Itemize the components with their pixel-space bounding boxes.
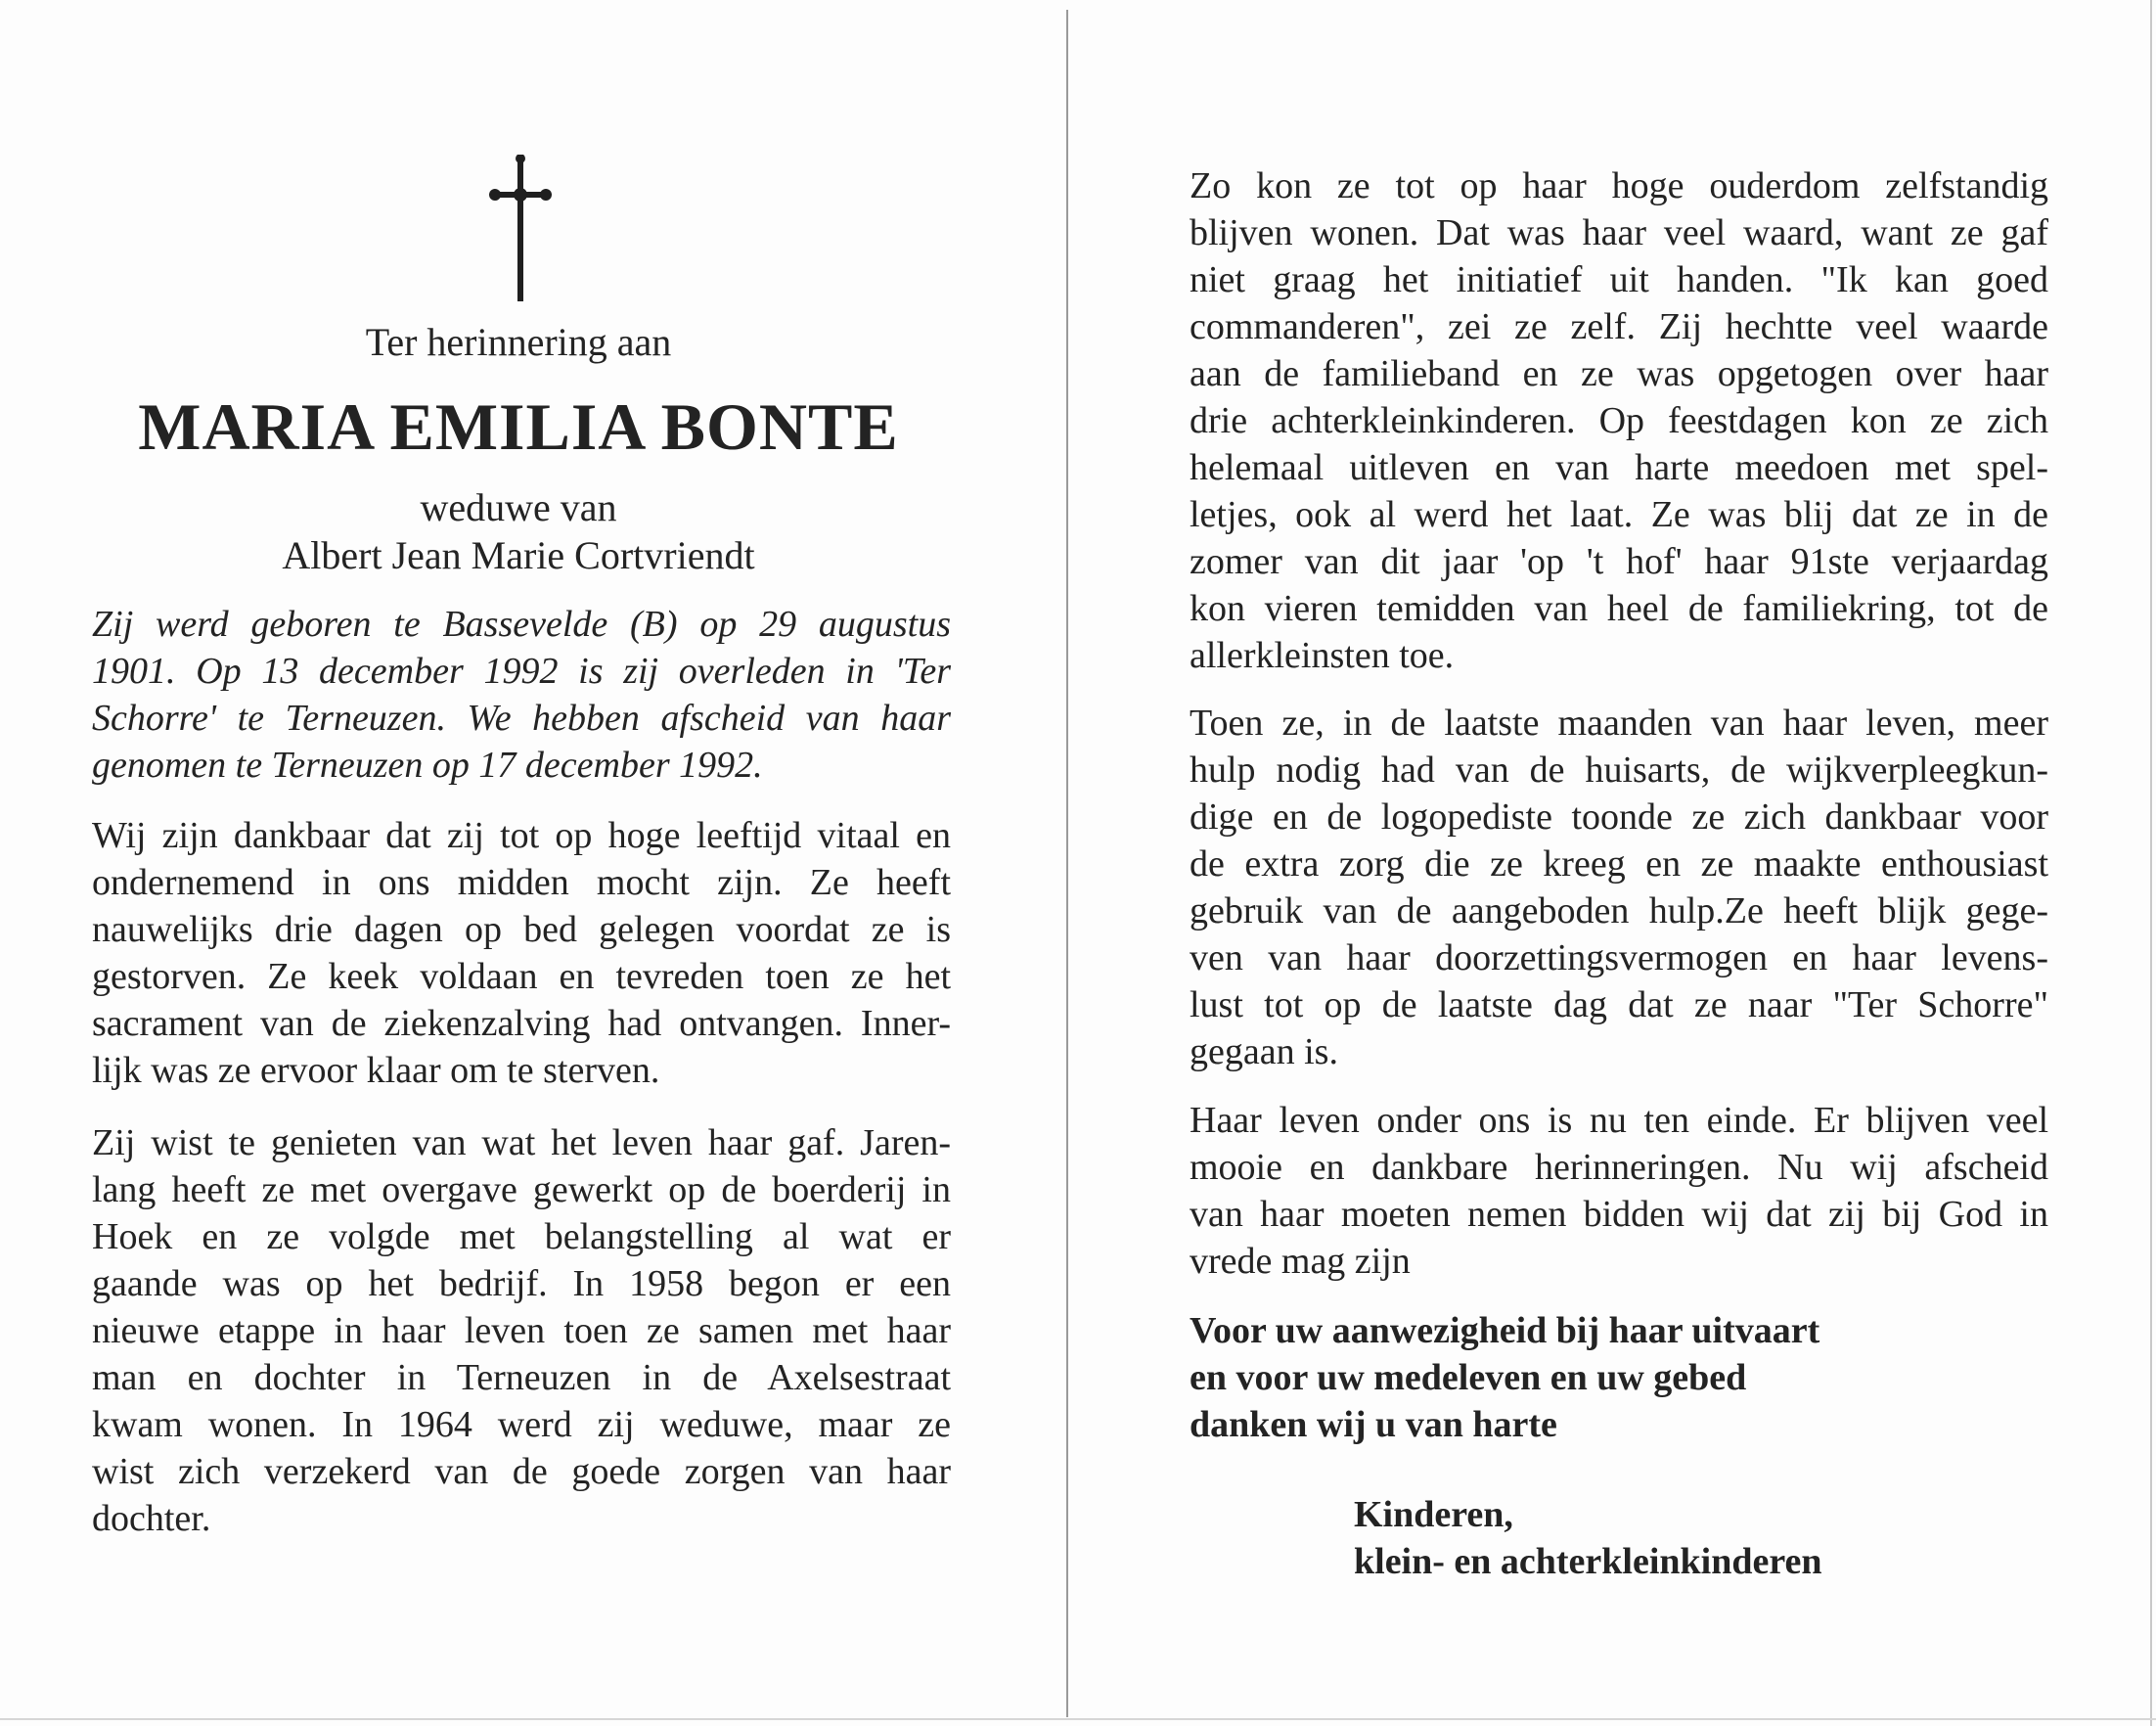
- text-line: nieuwe etappe in haar leven toen ze samen met haar: [92, 1310, 951, 1351]
- deceased-name: MARIA EMILIA BONTE: [138, 389, 899, 464]
- text-line: de extra zorg die ze kreeg en ze maakte enthousiast: [1190, 843, 2048, 885]
- text-line: Schorre' te Terneuzen. We hebben afscheid van haar: [92, 698, 951, 739]
- text-line: letjes, ook al werd het laat. Ze was blij dat ze in de: [1190, 494, 2048, 535]
- text-line: niet graag het initiatief uit handen. "Ik kan goed: [1190, 259, 2048, 300]
- right-paragraph-1: [1190, 162, 2048, 679]
- text-line: gebruik van de aangeboden hulp.Ze heeft blijk gege-: [1190, 890, 2048, 931]
- text-line: Zij wist te genieten van wat het leven haar gaf. Jaren-: [92, 1122, 951, 1163]
- left-paragraph-2: [92, 1119, 951, 1542]
- text-line: dochter.: [92, 1498, 211, 1539]
- right-paragraph-2: [1190, 700, 2048, 1075]
- text-line: Toen ze, in de laatste maanden van haar leven, meer: [1190, 703, 2048, 744]
- text-line: mooie en dankbare herinneringen. Nu wij afscheid: [1190, 1147, 2048, 1188]
- signoff-block: [1354, 1491, 2156, 1585]
- text-line: blijven wonen. Dat was haar veel waard, want ze gaf: [1190, 212, 2048, 253]
- text-line: gegaan is.: [1190, 1031, 1338, 1072]
- text-line: allerkleinsten toe.: [1190, 635, 1455, 676]
- text-line: sacrament van de ziekenzalving had ontvangen. Inner-: [92, 1003, 951, 1044]
- text-line: en voor uw medeleven en uw gebed: [1190, 1357, 1747, 1398]
- text-line: drie achterkleinkinderen. Op feestdagen kon ze zich: [1190, 400, 2048, 441]
- text-line: danken wij u van harte: [1190, 1404, 1557, 1445]
- text-line: 1901. Op 13 december 1992 is zij overleden in 'Ter: [92, 651, 951, 692]
- text-line: ven van haar doorzettingsvermogen en haar levens-: [1190, 937, 2048, 978]
- text-line: aan de familieband en ze was opgetogen over haar: [1190, 353, 2048, 394]
- text-line: van haar moeten nemen bidden wij dat zij bij God in: [1190, 1194, 2048, 1235]
- text-line: Zij werd geboren te Bassevelde (B) op 29 augustus: [92, 604, 951, 645]
- text-line: wist zich verzekerd van de goede zorgen van haar: [92, 1451, 951, 1492]
- text-line: lijk was ze ervoor klaar om te sterven.: [92, 1050, 660, 1091]
- text-line: Zo kon ze tot op haar hoge ouderdom zelfstandig: [1190, 165, 2048, 206]
- text-line: klein- en achterkleinkinderen: [1354, 1541, 1822, 1582]
- text-line: ondernemend in ons midden mocht zijn. Ze heeft: [92, 862, 951, 903]
- text-line: Kinderen,: [1354, 1494, 1513, 1535]
- text-line: genomen te Terneuzen op 17 december 1992.: [92, 745, 763, 786]
- intro-text: Ter herinnering aan: [365, 320, 672, 364]
- text-line: gaande was op het bedrijf. In 1958 begon er een: [92, 1263, 951, 1304]
- text-line: kon vieren temidden van heel de familiekring, tot de: [1190, 588, 2048, 629]
- text-line: Haar leven onder ons is nu ten einde. Er blijven veel: [1190, 1100, 2048, 1141]
- left-paragraph-1: [92, 812, 951, 1094]
- text-line: Voor uw aanwezigheid bij haar uitvaart: [1190, 1310, 1820, 1351]
- text-line: helemaal uitleven en van harte meedoen met spel-: [1190, 447, 2048, 488]
- text-line: man en dochter in Terneuzen in de Axelsestraat: [92, 1357, 951, 1398]
- card-edge-right: [2150, 0, 2152, 1726]
- widow-of-text: weduwe van: [420, 485, 617, 529]
- text-line: lust tot op de laatste dag dat ze naar "Ter Schorre": [1190, 984, 2048, 1025]
- text-line: Hoek en ze volgde met belangstelling al wat er: [92, 1216, 951, 1257]
- text-line: hulp nodig had van de huisarts, de wijkverpleegkun-: [1190, 749, 2048, 791]
- thanks-block: [1190, 1307, 2048, 1448]
- fold-line: [1066, 10, 1068, 1717]
- husband-name: Albert Jean Marie Cortvriendt: [282, 533, 755, 577]
- text-line: zomer van dit jaar 'op 't hof' haar 91ste verjaardag: [1190, 541, 2048, 582]
- text-line: gestorven. Ze keek voldaan en tevreden toen ze het: [92, 956, 951, 997]
- text-line: dige en de logopediste toonde ze zich dankbaar voor: [1190, 796, 2048, 838]
- text-line: commanderen", zei ze zelf. Zij hechtte veel waarde: [1190, 306, 2048, 347]
- text-line: Wij zijn dankbaar dat zij tot op hoge leeftijd vitaal en: [92, 815, 951, 856]
- text-line: nauwelijks drie dagen op bed gelegen voordat ze is: [92, 909, 951, 950]
- birth-death-paragraph: [92, 601, 951, 789]
- text-line: kwam wonen. In 1964 werd zij weduwe, maar ze: [92, 1404, 951, 1445]
- text-line: vrede mag zijn: [1190, 1241, 1411, 1282]
- text-line: lang heeft ze met overgave gewerkt op de boerderij in: [92, 1169, 951, 1210]
- cross-icon: [489, 155, 552, 301]
- right-paragraph-3: [1190, 1097, 2048, 1285]
- card-edge-bottom: [0, 1718, 2156, 1720]
